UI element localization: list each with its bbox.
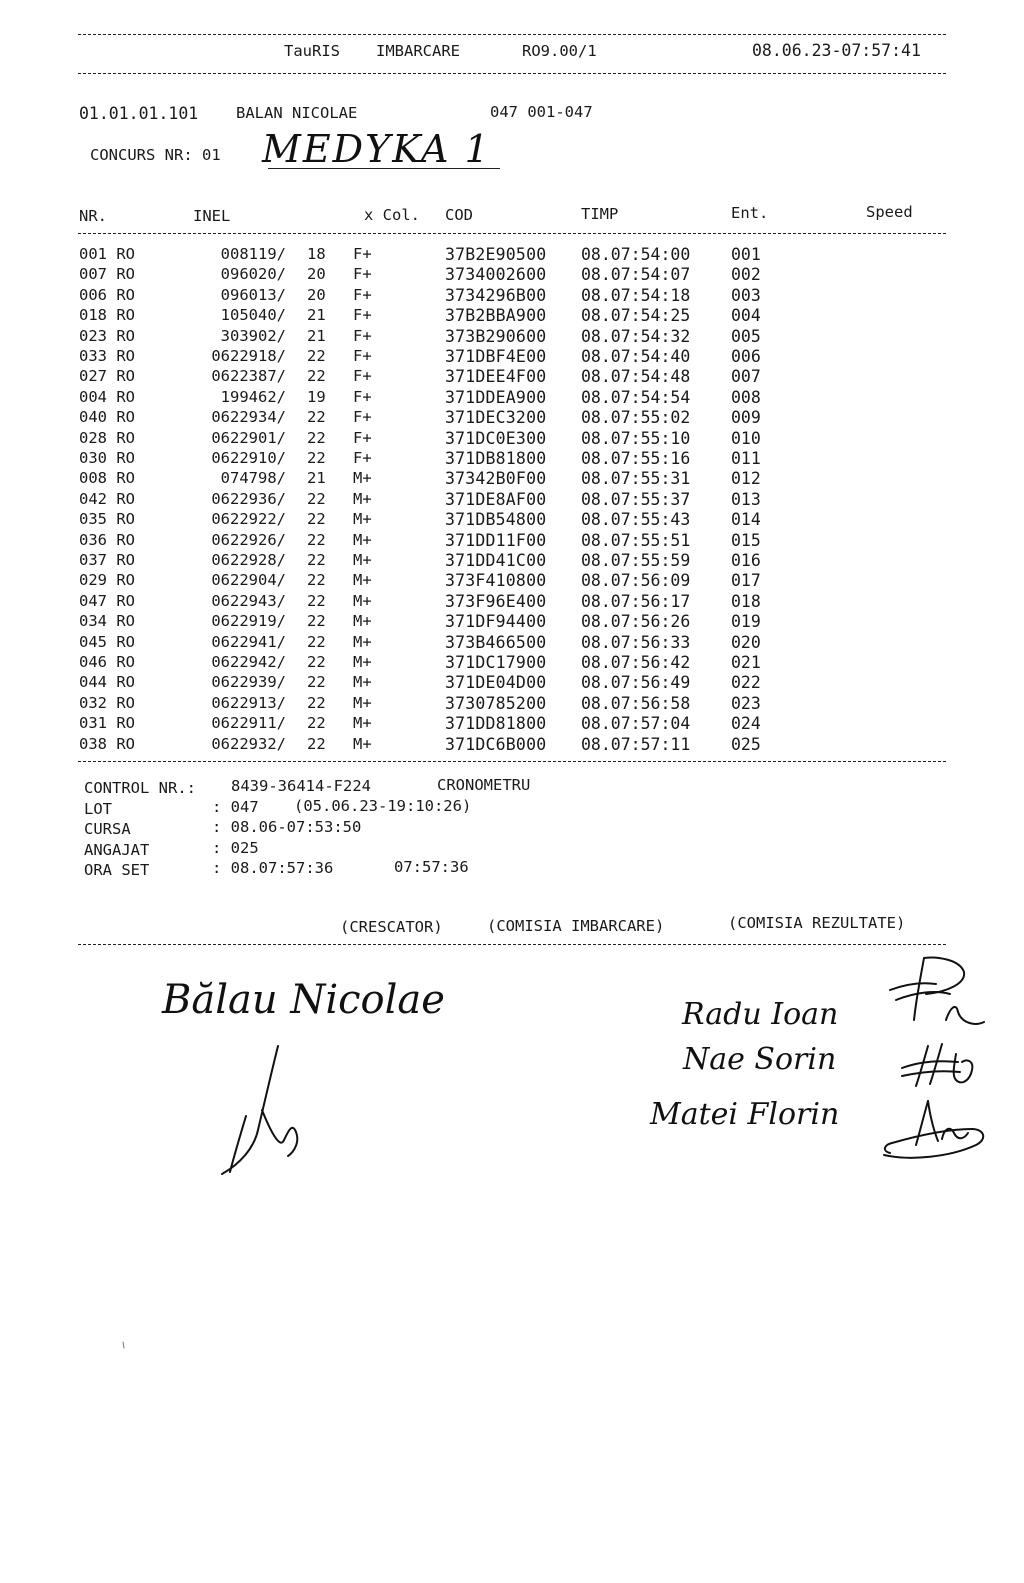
scan-speck	[120, 1340, 128, 1352]
row-time: 08.07:54:54	[581, 387, 691, 407]
row-code: 371DC6B000	[445, 734, 547, 754]
row-sex: M+	[353, 591, 372, 610]
row-year: 22	[307, 551, 326, 569]
table-row	[0, 693, 1024, 716]
top-rule-2	[78, 73, 946, 74]
row-sex: F+	[353, 367, 372, 386]
row-nr: 040 RO	[79, 408, 135, 427]
row-nr: 023 RO	[79, 326, 135, 345]
table-row	[0, 573, 1024, 593]
contest-underline	[268, 168, 500, 169]
row-ring: 0622943/	[211, 591, 286, 610]
row-sex: M+	[353, 653, 372, 671]
row-year: 20	[307, 285, 326, 304]
row-year: 22	[307, 673, 326, 692]
row-year: 22	[307, 693, 326, 712]
col-header-timp: TIMP	[581, 205, 619, 223]
row-nr: 032 RO	[79, 693, 135, 712]
row-entry: 017	[731, 571, 761, 591]
row-nr: 044 RO	[79, 673, 135, 692]
row-sex: F+	[353, 387, 372, 406]
row-code: 373F96E400	[445, 591, 547, 611]
lot-label: LOT	[84, 800, 112, 818]
row-year: 20	[307, 265, 326, 284]
row-nr: 045 RO	[79, 632, 135, 651]
row-ring: 0622922/	[211, 510, 286, 529]
row-entry: 010	[731, 428, 761, 448]
row-year: 21	[307, 326, 326, 345]
row-nr: 027 RO	[79, 367, 135, 386]
row-code: 371DE8AF00	[445, 489, 547, 509]
row-code: 373B290600	[445, 326, 547, 346]
row-nr: 042 RO	[79, 489, 135, 508]
row-sex: F+	[353, 428, 372, 447]
row-code: 371DEE4F00	[445, 367, 547, 387]
row-sex: M+	[353, 693, 372, 712]
row-time: 08.07:56:26	[581, 612, 691, 632]
row-sex: M+	[353, 714, 372, 733]
row-entry: 014	[731, 510, 761, 530]
row-nr: 034 RO	[79, 612, 135, 631]
row-code: 371DEC3200	[445, 408, 547, 428]
row-year: 22	[307, 449, 326, 467]
ora-set-label: ORA SET	[84, 861, 150, 879]
row-sex: F+	[353, 408, 372, 427]
angajat-value: : 025	[212, 839, 259, 857]
cursa-label: CURSA	[84, 820, 131, 838]
col-header-cod: COD	[445, 206, 473, 224]
row-entry: 021	[731, 653, 761, 672]
row-code: 371DE04D00	[445, 673, 547, 693]
row-year: 22	[307, 510, 326, 529]
row-code: 371DDEA900	[445, 387, 547, 407]
table-row	[0, 387, 1024, 410]
row-code: 3730785200	[445, 693, 547, 713]
row-entry: 009	[731, 408, 761, 428]
row-code: 371DC0E300	[445, 428, 547, 448]
table-row	[0, 247, 1024, 267]
row-year: 22	[307, 408, 326, 427]
row-sex: M+	[353, 530, 372, 549]
row-nr: 018 RO	[79, 306, 135, 325]
row-nr: 028 RO	[79, 428, 135, 447]
row-entry: 008	[731, 387, 761, 407]
row-code: 371DB81800	[445, 449, 547, 468]
row-ring: 0622911/	[211, 714, 286, 733]
row-entry: 012	[731, 469, 761, 489]
table-row	[0, 675, 1024, 695]
row-time: 08.07:56:33	[581, 632, 691, 652]
table-row	[0, 349, 1024, 369]
table-row	[0, 591, 1024, 614]
row-time: 08.07:54:18	[581, 285, 691, 305]
row-year: 22	[307, 591, 326, 610]
module-name: IMBARCARE	[376, 42, 460, 60]
row-year: 22	[307, 428, 326, 447]
row-sex: M+	[353, 510, 372, 529]
row-entry: 025	[731, 734, 761, 754]
row-nr: 035 RO	[79, 510, 135, 529]
row-ring: 0622942/	[211, 653, 286, 671]
row-ring: 0622913/	[211, 693, 286, 712]
row-entry: 003	[731, 285, 761, 305]
breeder-handwritten-name: Bălau Nicolae	[162, 977, 445, 1023]
row-entry: 022	[731, 673, 761, 693]
row-time: 08.07:55:43	[581, 510, 691, 530]
committee-name-3: Matei Florin	[650, 1097, 840, 1132]
row-ring: 096020/	[220, 265, 286, 284]
row-time: 08.07:54:07	[581, 265, 691, 285]
row-sex: M+	[353, 469, 372, 488]
row-ring: 0622928/	[211, 551, 286, 569]
table-row	[0, 285, 1024, 308]
crescator-label: (CRESCATOR)	[340, 918, 443, 936]
row-sex: M+	[353, 612, 372, 631]
table-row	[0, 428, 1024, 451]
row-nr: 004 RO	[79, 387, 135, 406]
comisia-rezultate-label: (COMISIA REZULTATE)	[728, 914, 906, 932]
table-row	[0, 471, 1024, 491]
program-name: TauRIS	[284, 42, 340, 60]
row-time: 08.07:57:11	[581, 734, 691, 754]
row-ring: 0622926/	[211, 530, 286, 549]
row-time: 08.07:55:37	[581, 489, 691, 509]
row-entry: 020	[731, 632, 761, 652]
row-ring: 0622910/	[211, 449, 286, 467]
row-code: 371DC17900	[445, 653, 547, 672]
row-time: 08.07:55:51	[581, 530, 691, 550]
row-ring: 096013/	[220, 285, 286, 304]
row-code: 3734296B00	[445, 285, 547, 305]
row-sex: F+	[353, 326, 372, 345]
row-entry: 023	[731, 693, 761, 713]
top-rule-1	[78, 34, 946, 35]
table-bottom-rule	[78, 761, 946, 762]
row-ring: 0622936/	[211, 489, 286, 508]
row-entry: 015	[731, 530, 761, 550]
row-code: 3734002600	[445, 265, 547, 285]
row-code: 371DBF4E00	[445, 347, 547, 366]
row-entry: 005	[731, 326, 761, 346]
row-sex: M+	[353, 632, 372, 651]
row-time: 08.07:55:31	[581, 469, 691, 489]
row-code: 37B2E90500	[445, 245, 547, 264]
table-row	[0, 716, 1024, 736]
row-nr: 037 RO	[79, 551, 135, 569]
col-header-nr: NR.	[79, 207, 107, 225]
row-entry: 018	[731, 591, 761, 611]
table-header-rule	[78, 233, 946, 234]
row-entry: 011	[731, 449, 761, 468]
table-row	[0, 512, 1024, 532]
row-year: 22	[307, 530, 326, 549]
row-ring: 0622939/	[211, 673, 286, 692]
lot-value: : 047	[212, 798, 259, 816]
row-year: 22	[307, 571, 326, 590]
row-sex: M+	[353, 551, 372, 569]
row-sex: M+	[353, 673, 372, 692]
table-row	[0, 326, 1024, 349]
lot-date: (05.06.23-19:10:26)	[294, 797, 472, 815]
row-entry: 004	[731, 306, 761, 326]
control-label: CONTROL NR.:	[84, 779, 196, 797]
table-row	[0, 489, 1024, 512]
row-time: 08.07:54:48	[581, 367, 691, 387]
control-device: CRONOMETRU	[437, 776, 531, 794]
row-ring: 0622919/	[211, 612, 286, 631]
row-nr: 007 RO	[79, 265, 135, 284]
table-row	[0, 530, 1024, 553]
cursa-value: : 08.06-07:53:50	[212, 818, 362, 836]
table-row	[0, 553, 1024, 573]
ora-set-value: : 08.07:57:36	[212, 859, 334, 877]
row-year: 22	[307, 734, 326, 753]
table-row	[0, 451, 1024, 471]
row-time: 08.07:55:59	[581, 551, 691, 570]
col-header-ent: Ent.	[731, 204, 769, 222]
row-code: 371DD41C00	[445, 551, 547, 570]
committee-signature-mark-2	[898, 1040, 988, 1090]
row-ring: 0622918/	[211, 347, 286, 365]
table-row	[0, 614, 1024, 634]
row-ring: 0622901/	[211, 428, 286, 447]
row-sex: F+	[353, 245, 372, 263]
table-row	[0, 734, 1024, 757]
row-sex: F+	[353, 285, 372, 304]
row-time: 08.07:55:16	[581, 449, 691, 468]
row-sex: M+	[353, 734, 372, 753]
row-time: 08.07:54:40	[581, 347, 691, 366]
row-time: 08.07:56:09	[581, 571, 691, 591]
row-year: 22	[307, 612, 326, 631]
col-header-inel: INEL	[193, 207, 231, 225]
row-time: 08.07:57:04	[581, 714, 691, 734]
row-ring: 0622934/	[211, 408, 286, 427]
row-year: 19	[307, 387, 326, 406]
fancier-name: BALAN NICOLAE	[236, 104, 358, 122]
row-code: 37B2BBA900	[445, 306, 547, 326]
col-header-speed: Speed	[866, 203, 913, 221]
row-code: 371DB54800	[445, 510, 547, 530]
row-entry: 019	[731, 612, 761, 632]
row-sex: M+	[353, 571, 372, 590]
version-label: RO9.00/1	[522, 42, 597, 60]
committee-signature-mark-3	[880, 1095, 990, 1165]
row-ring: 0622941/	[211, 632, 286, 651]
row-code: 373F410800	[445, 571, 547, 591]
row-year: 22	[307, 367, 326, 386]
row-nr: 008 RO	[79, 469, 135, 488]
row-ring: 0622904/	[211, 571, 286, 590]
row-code: 371DF94400	[445, 612, 547, 632]
row-entry: 013	[731, 489, 761, 509]
row-time: 08.07:55:10	[581, 428, 691, 448]
row-code: 371DD81800	[445, 714, 547, 734]
control-value: 8439-36414-F224	[231, 777, 371, 795]
row-nr: 036 RO	[79, 530, 135, 549]
row-ring: 008119/	[220, 245, 286, 263]
contest-handwritten-name: MEDYKA 1	[262, 127, 491, 171]
committee-signature-mark-1	[886, 950, 986, 1030]
row-nr: 006 RO	[79, 285, 135, 304]
row-time: 08.07:56:17	[581, 591, 691, 611]
row-nr: 029 RO	[79, 571, 135, 590]
row-nr: 038 RO	[79, 734, 135, 753]
ora-set-value-2: 07:57:36	[394, 858, 469, 876]
row-time: 08.07:55:02	[581, 408, 691, 428]
row-time: 08.07:54:32	[581, 326, 691, 346]
row-time: 08.07:54:00	[581, 245, 691, 264]
row-time: 08.07:56:42	[581, 653, 691, 672]
row-year: 18	[307, 245, 326, 263]
row-entry: 007	[731, 367, 761, 387]
row-nr: 046 RO	[79, 653, 135, 671]
table-row	[0, 369, 1024, 389]
row-sex: F+	[353, 449, 372, 467]
row-time: 08.07:56:49	[581, 673, 691, 693]
comisia-imbarcare-label: (COMISIA IMBARCARE)	[487, 917, 665, 935]
row-ring: 0622932/	[211, 734, 286, 753]
row-time: 08.07:54:25	[581, 306, 691, 326]
row-nr: 047 RO	[79, 591, 135, 610]
row-ring: 199462/	[220, 387, 286, 406]
row-entry: 024	[731, 714, 761, 734]
row-entry: 016	[731, 551, 761, 570]
row-entry: 001	[731, 245, 761, 264]
row-year: 22	[307, 632, 326, 651]
lot-range: 047 001-047	[490, 103, 593, 121]
row-nr: 033 RO	[79, 347, 135, 365]
table-row	[0, 410, 1024, 430]
row-code: 371DD11F00	[445, 530, 547, 550]
row-ring: 303902/	[220, 326, 286, 345]
row-code: 37342B0F00	[445, 469, 547, 489]
row-nr: 031 RO	[79, 714, 135, 733]
committee-name-1: Radu Ioan	[682, 997, 839, 1032]
row-year: 22	[307, 489, 326, 508]
table-row	[0, 655, 1024, 675]
signature-rule	[78, 944, 946, 945]
table-row	[0, 267, 1024, 287]
row-sex: F+	[353, 347, 372, 365]
table-row	[0, 632, 1024, 655]
row-sex: M+	[353, 489, 372, 508]
angajat-label: ANGAJAT	[84, 841, 150, 859]
row-sex: F+	[353, 265, 372, 284]
row-ring: 074798/	[220, 469, 286, 488]
row-entry: 002	[731, 265, 761, 285]
table-row	[0, 308, 1024, 328]
row-year: 22	[307, 653, 326, 671]
row-year: 22	[307, 714, 326, 733]
print-datetime: 08.06.23-07:57:41	[752, 41, 921, 60]
row-year: 22	[307, 347, 326, 365]
committee-name-2: Nae Sorin	[683, 1042, 837, 1077]
row-sex: F+	[353, 306, 372, 325]
row-year: 21	[307, 306, 326, 325]
row-time: 08.07:56:58	[581, 693, 691, 713]
contest-label: CONCURS NR: 01	[90, 146, 221, 164]
row-ring: 0622387/	[211, 367, 286, 386]
row-entry: 006	[731, 347, 761, 366]
row-code: 373B466500	[445, 632, 547, 652]
col-header-xcol: x Col.	[364, 206, 420, 224]
row-year: 21	[307, 469, 326, 488]
breeder-signature-mark	[210, 1040, 310, 1180]
row-nr: 001 RO	[79, 245, 135, 263]
row-nr: 030 RO	[79, 449, 135, 467]
row-ring: 105040/	[220, 306, 286, 325]
fancier-code: 01.01.01.101	[79, 104, 199, 123]
